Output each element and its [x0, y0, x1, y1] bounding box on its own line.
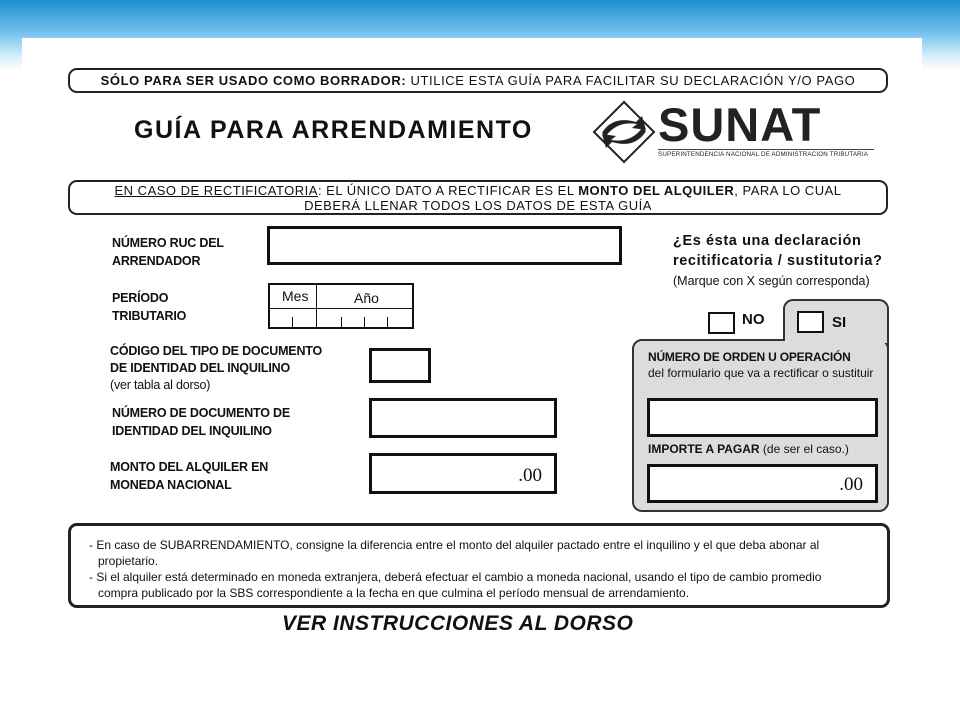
numero-documento-label [112, 404, 290, 440]
rectificatoria-banner-text-a: : EL ÚNICO DATO A RECTIFICAR ES EL [317, 183, 579, 198]
rectificatoria-banner [68, 180, 888, 215]
note1-line1: - En caso de SUBARRENDAMIENTO, consigne la diferencia entre el monto del alquiler pactado entre el inquilino y el que deba abonar al [89, 538, 820, 552]
rectificatoria-banner-bold: MONTO DEL ALQUILER [578, 183, 735, 198]
sunat-logo-icon [592, 100, 656, 164]
periodo-label-line1: PERÍODO [112, 291, 169, 305]
ruc-label [112, 234, 224, 270]
rectificatoria-banner-underlined: EN CASO DE RECTIFICATORIA [114, 183, 318, 198]
numero-documento-input[interactable] [369, 398, 557, 438]
codigo-label-line3: (ver tabla al dorso) [110, 378, 211, 392]
anio-digit-tick [341, 317, 342, 327]
ruc-label-line2: ARRENDADOR [112, 254, 201, 268]
numero-orden-input[interactable] [647, 398, 878, 437]
periodo-label-line2: TRIBUTARIO [112, 309, 187, 323]
si-label: SI [832, 314, 847, 331]
monto-alquiler-label [110, 458, 268, 494]
question-line1: ¿Es ésta una declaración [673, 233, 862, 249]
monto-alquiler-input[interactable] [369, 453, 557, 494]
ruc-input[interactable] [267, 226, 622, 265]
notes-box [68, 523, 890, 608]
periodo-label [112, 289, 186, 325]
draft-banner-text: UTILICE ESTA GUÍA PARA FACILITAR SU DECLARACIÓN Y/O PAGO [406, 73, 856, 88]
rectificatoria-banner-text-c: , PARA LO CUAL [734, 183, 842, 198]
draft-banner [68, 68, 888, 93]
importe-label-bold: IMPORTE A PAGAR [648, 442, 760, 456]
monto-label-line1: MONTO DEL ALQUILER EN [110, 460, 269, 474]
logo-wordmark: SUNAT [658, 98, 822, 151]
periodo-tributario-input[interactable] [268, 283, 414, 329]
no-label: NO [742, 311, 765, 328]
monto-cents: .00 [518, 465, 542, 486]
codigo-label-line2: DE IDENTIDAD DEL INQUILINO [110, 361, 290, 375]
anio-label: Año [354, 290, 379, 306]
draft-banner-bold: SÓLO PARA SER USADO COMO BORRADOR: [100, 73, 407, 88]
periodo-divider [316, 285, 317, 327]
codigo-label-line1: CÓDIGO DEL TIPO DE DOCUMENTO [110, 344, 323, 358]
note1-line2: propietario. [98, 554, 159, 568]
importe-label [648, 442, 849, 456]
page-title: GUÍA PARA ARRENDAMIENTO [134, 116, 533, 144]
importe-a-pagar-input[interactable] [647, 464, 878, 503]
mes-digit-tick [292, 317, 293, 327]
logo-subtitle: SUPERINTENDENCIA NACIONAL DE ADMINISTRACION TRIBUTARIA [658, 149, 874, 158]
monto-label-line2: MONEDA NACIONAL [110, 478, 232, 492]
anio-digit-tick [387, 317, 388, 327]
importe-label-text: (de ser el caso.) [759, 442, 849, 456]
codigo-documento-label [110, 343, 322, 394]
importe-cents: .00 [839, 474, 863, 495]
mes-label: Mes [282, 288, 309, 304]
question-hint: (Marque con X según corresponda) [673, 274, 870, 288]
anio-digit-tick [364, 317, 365, 327]
numero-orden-label [648, 349, 876, 381]
si-tab-joint [785, 337, 887, 343]
si-checkbox[interactable] [797, 311, 824, 333]
rectificatoria-banner-line2: DEBERÁ LLENAR TODOS LOS DATOS DE ESTA GUÍA [304, 198, 652, 213]
codigo-documento-input[interactable] [369, 348, 431, 383]
ruc-label-line1: NÚMERO RUC DEL [112, 236, 224, 250]
doc-label-line1: NÚMERO DE DOCUMENTO DE [112, 406, 291, 420]
no-checkbox[interactable] [708, 312, 735, 334]
question-line2: recitificatoria / sustitutoria? [673, 253, 883, 269]
orden-label-text: del formulario que va a rectificar o sustituir [648, 366, 874, 380]
doc-label-line2: IDENTIDAD DEL INQUILINO [112, 424, 272, 438]
note2-line1: - Si el alquiler está determinado en moneda extranjera, deberá efectuar el cambio a moneda nacional, usando el tipo de cambio promedio [89, 570, 822, 584]
orden-label-bold: NÚMERO DE ORDEN U OPERACIÓN [648, 350, 851, 364]
footer-instructions: VER INSTRUCCIONES AL DORSO [282, 612, 634, 635]
note2-line2: compra publicado por la SBS correspondiente a la fecha en que culmina el período mensual de arrendamiento. [98, 586, 690, 600]
rectificatoria-banner-line1 [70, 183, 886, 198]
rectificatoria-question [673, 231, 883, 291]
